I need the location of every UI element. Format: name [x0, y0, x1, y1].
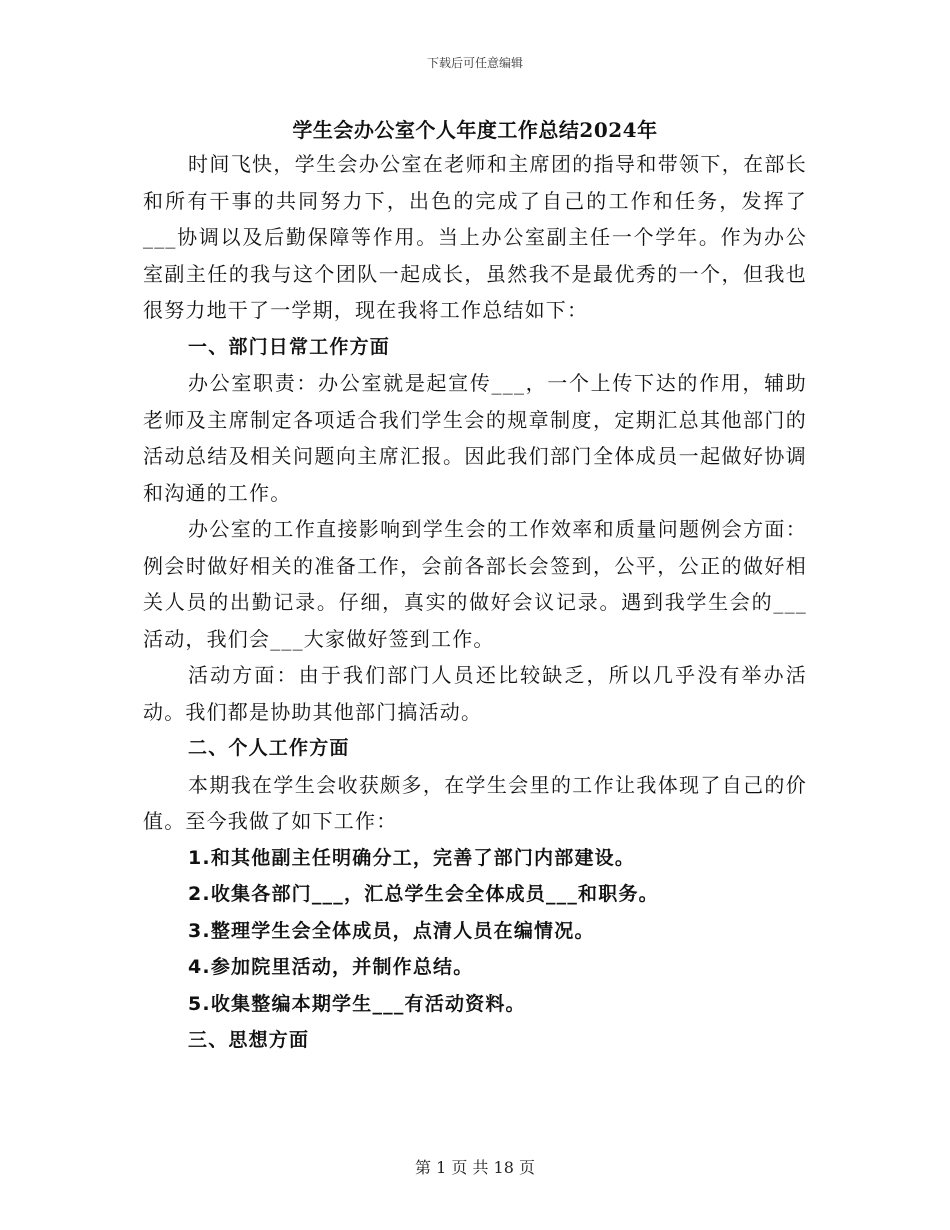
section-heading-personal-work: 二、个人工作方面 [188, 737, 350, 759]
paragraph-personal: 本期我在学生会收获颇多，在学生会里的工作让我体现了自己的价值。至今我做了如下工作： [143, 772, 807, 833]
section-heading-daily-work: 一、部门日常工作方面 [188, 335, 391, 358]
paragraph-activities: 活动方面：由于我们部门人员还比较缺乏，所以几乎没有举办活动。我们都是协助其他部门搞活动。 [143, 663, 807, 724]
document-body [143, 146, 807, 1059]
section-heading-thought: 三、思想方面 [188, 1029, 310, 1051]
paragraph-meeting: 办公室的工作直接影响到学生会的工作效率和质量问题例会方面：例会时做好相关的准备工作，会前各部长会签到，公平，公正的做好相关人员的出勤记录。仔细，真实的做好会议记录。遇到我学生会的___活动，我们会___大家做好签到工作。 [143, 517, 807, 651]
document-title: 学生会办公室个人年度工作总结2024年 [292, 118, 658, 142]
list-item: 2.收集各部门___，汇总学生会全体成员___和职务。 [188, 883, 659, 905]
paragraph-intro: 时间飞快，学生会办公室在老师和主席团的指导和带领下，在部长和所有干事的共同努力下，出色的完成了自己的工作和任务，发挥了___协调以及后勤保障等作用。当上办公室副主任一个学年。作为办公室副主任的我与这个团队一起成长，虽然我不是最优秀的一个，但我也很努力地干了一学期，现在我将工作总结如下： [143, 152, 807, 322]
header-note: 下载后可任意编辑 [426, 56, 523, 70]
page-number: 第 1 页 共 18 页 [415, 1158, 535, 1177]
list-item: 5.收集整编本期学生___有活动资料。 [188, 992, 526, 1015]
list-item: 4.参加院里活动，并制作总结。 [188, 956, 474, 978]
paragraph-office-duty: 办公室职责：办公室就是起宣传___，一个上传下达的作用，辅助老师及主席制定各项适合我们学生会的规章制度，定期汇总其他部门的活动总结及相关问题向主席汇报。因此我们部门全体成员一起做好协调和沟通的工作。 [143, 371, 807, 505]
list-item: 1.和其他副主任明确分工，完善了部门内部建设。 [188, 846, 636, 869]
list-item: 3.整理学生会全体成员，点清人员在编情况。 [188, 919, 595, 942]
